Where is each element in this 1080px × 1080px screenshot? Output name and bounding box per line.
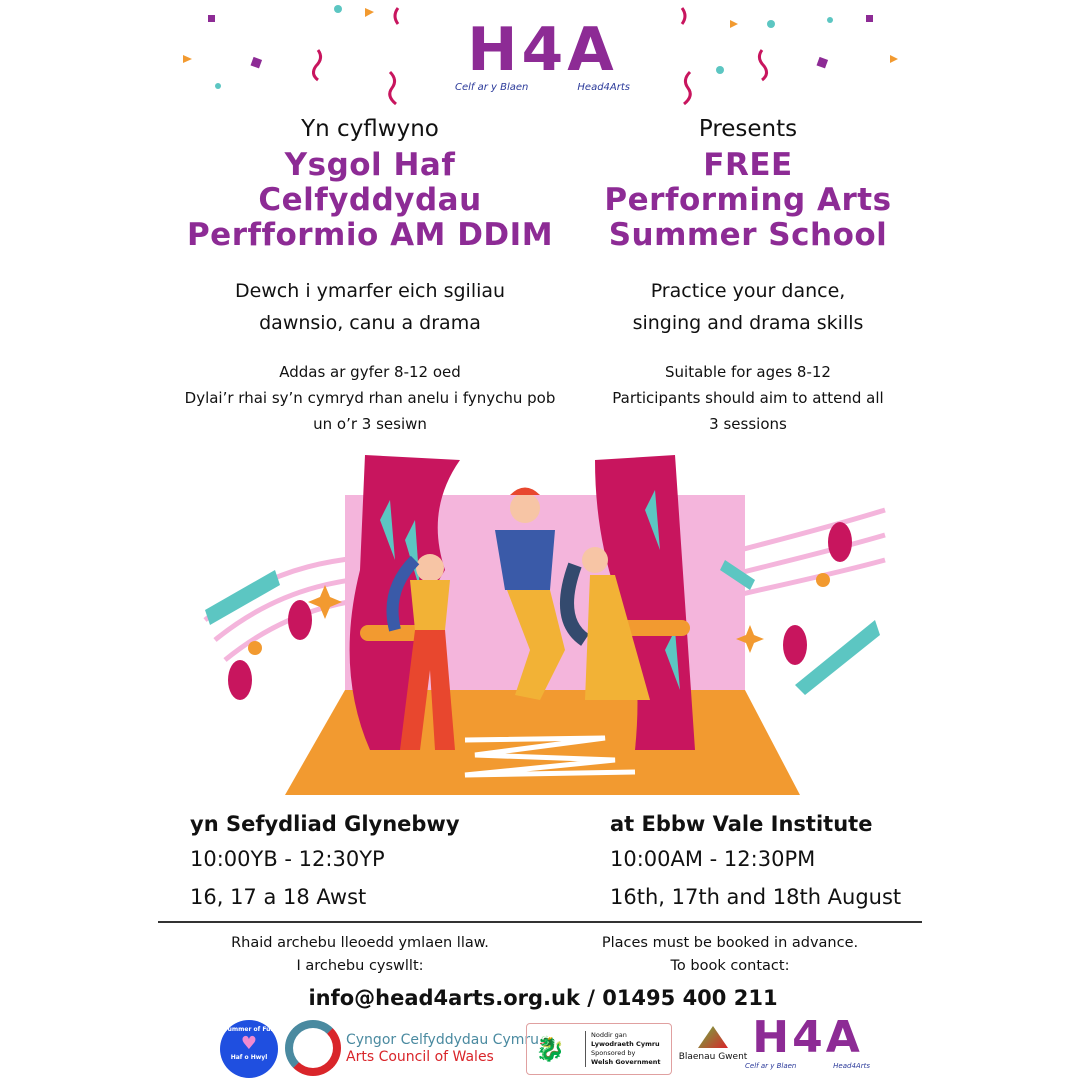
welsh-booking — [180, 932, 540, 978]
title-line: Celfyddydau — [258, 182, 482, 218]
arts-council-logo — [346, 1032, 539, 1066]
title-line: Performing Arts — [604, 182, 892, 218]
english-title — [528, 148, 968, 253]
details-line: Participants should aim to attend all — [612, 389, 884, 407]
stage-illustration — [195, 450, 895, 800]
desc-line: Practice your dance, — [650, 280, 846, 302]
details-line: un o’r 3 sesiwn — [313, 415, 427, 433]
english-time: 10:00AM - 12:30PM — [610, 847, 816, 871]
english-venue-info — [610, 812, 901, 916]
welsh-venue-info — [190, 812, 460, 916]
h4a-footer-logo — [745, 1014, 870, 1070]
contact-info[interactable]: info@head4arts.org.uk / 01495 400 211 — [308, 986, 778, 1010]
title-line: Summer School — [608, 217, 888, 253]
english-details — [528, 359, 968, 437]
logo-text: Noddir gan — [591, 1031, 627, 1039]
summer-of-fun-logo: Summer of Fun ♥ Haf o Hwyl — [220, 1020, 278, 1078]
logo-text: H4A — [752, 1012, 863, 1063]
booking-line: To book contact: — [670, 958, 790, 974]
title-line: Perfformio AM DDIM — [186, 217, 554, 253]
details-line: Addas ar gyfer 8-12 oed — [279, 363, 461, 381]
details-line: Suitable for ages 8-12 — [665, 363, 831, 381]
desc-line: Dewch i ymarfer eich sgiliau — [234, 280, 506, 302]
logo-sub-right: Head4Arts — [833, 1062, 870, 1070]
logo-text: Haf o Hwyl — [230, 1054, 268, 1061]
booking-line: I archebu cyswllt: — [296, 958, 424, 974]
logo-text: Blaenau Gwent — [678, 1052, 748, 1062]
blaenau-gwent-logo — [678, 1026, 748, 1062]
welsh-details — [150, 359, 590, 437]
welsh-column — [150, 116, 590, 437]
english-description — [528, 275, 968, 339]
logo-text: Sponsored by — [591, 1049, 636, 1057]
arts-council-ring-icon — [285, 1020, 341, 1076]
english-booking — [560, 932, 900, 978]
h4a-logo — [455, 15, 630, 103]
welsh-venue: yn Sefydliad Glynebwy — [190, 812, 460, 836]
welsh-time: 10:00YB - 12:30YP — [190, 847, 385, 871]
english-column — [528, 116, 968, 437]
logo-text: Lywodraeth Cymru — [591, 1040, 660, 1048]
logo-text: Summer of Fun — [223, 1026, 275, 1033]
dragon-icon: 🐉 — [535, 1035, 565, 1063]
desc-line: singing and drama skills — [632, 312, 864, 334]
welsh-government-logo — [526, 1023, 672, 1075]
details-line: Dylai’r rhai sy’n cymryd rhan anelu i fynychu pob — [184, 389, 556, 407]
title-line: Ysgol Haf — [284, 147, 456, 183]
welsh-title — [150, 148, 590, 253]
booking-line: Rhaid archebu lleoedd ymlaen llaw. — [231, 935, 489, 951]
logo-text: Cyngor Celfyddydau Cymru — [346, 1032, 540, 1048]
desc-line: dawnsio, canu a drama — [259, 312, 481, 334]
booking-line: Places must be booked in advance. — [601, 935, 859, 951]
logo-text: H4A — [467, 15, 618, 85]
welsh-intro: Yn cyflwyno — [301, 116, 439, 142]
welsh-dates: 16, 17 a 18 Awst — [190, 885, 367, 909]
details-line: 3 sessions — [709, 415, 787, 433]
divider — [158, 921, 922, 923]
welsh-description — [150, 275, 590, 339]
logo-text: Welsh Government — [591, 1058, 661, 1066]
logo-sub-left: Celf ar y Blaen — [455, 82, 529, 93]
english-venue: at Ebbw Vale Institute — [610, 812, 873, 836]
english-intro: Presents — [698, 116, 798, 142]
logo-sub-right: Head4Arts — [577, 82, 630, 93]
logo-sub-left: Celf ar y Blaen — [745, 1062, 797, 1070]
logo-text: Arts Council of Wales — [346, 1049, 494, 1065]
blaenau-gwent-icon — [698, 1026, 728, 1048]
english-dates: 16th, 17th and 18th August — [610, 885, 902, 909]
title-line: FREE — [703, 147, 793, 183]
